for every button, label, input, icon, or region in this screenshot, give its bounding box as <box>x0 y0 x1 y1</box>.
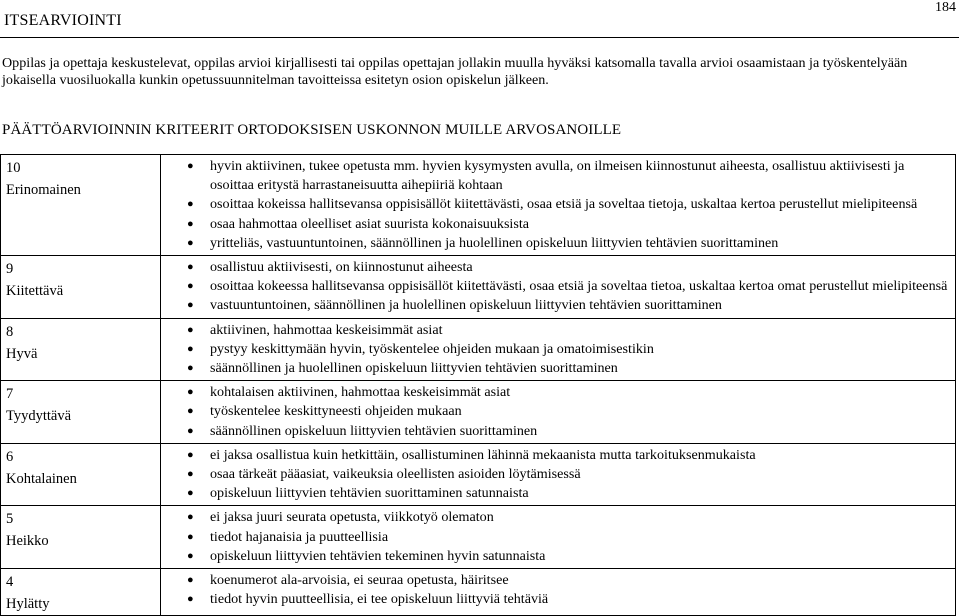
grade-criteria-cell <box>161 381 956 444</box>
grade-cell <box>1 256 161 319</box>
criteria-text: osoittaa kokeissa hallitsevansa oppisisällöt kiitettävästi, osaa etsiä ja soveltaa tietoja, uskaltaa kertoa perustellut mielipiteensä <box>210 196 918 213</box>
list-item <box>161 234 951 253</box>
criteria-list <box>161 571 951 609</box>
list-item <box>161 422 951 441</box>
list-item <box>161 157 951 195</box>
criteria-text: kohtalaisen aktiivinen, hahmottaa keskeisimmät asiat <box>210 384 511 401</box>
criteria-text: osallistuu aktiivisesti, on kiinnostunut aiheesta <box>210 259 473 276</box>
bullet-icon: ● <box>187 511 194 524</box>
bullet-icon: ● <box>187 280 194 293</box>
grade-criteria-cell <box>161 155 956 256</box>
list-item <box>161 402 951 421</box>
list-item <box>161 528 951 547</box>
criteria-text: tiedot hyvin puutteellisia, ei tee opiskeluun liittyviä tehtäviä <box>210 591 549 608</box>
bullet-icon: ● <box>187 323 194 336</box>
bullet-icon: ● <box>187 405 194 418</box>
grade-cell <box>1 318 161 381</box>
criteria-text: opiskeluun liittyvien tehtävien suorittaminen satunnaista <box>210 485 529 502</box>
grade-criteria-cell <box>161 256 956 319</box>
criteria-list <box>161 258 951 316</box>
grade-cell <box>1 155 161 256</box>
criteria-list <box>161 508 951 566</box>
bullet-icon: ● <box>187 236 194 249</box>
list-item <box>161 359 951 378</box>
bullet-icon: ● <box>187 342 194 355</box>
grade-name: Kohtalainen <box>6 470 77 487</box>
list-item <box>161 340 951 359</box>
grade-cell <box>1 506 161 569</box>
criteria-text: säännöllinen ja huolellinen opiskeluun liittyvien tehtävien suorittaminen <box>210 360 618 377</box>
list-item <box>161 590 951 609</box>
grade-name: Tyydyttävä <box>6 408 72 425</box>
grading-criteria-table <box>0 154 956 616</box>
bullet-icon: ● <box>187 574 194 587</box>
grade-number: 9 <box>6 261 14 278</box>
criteria-text: osaa tärkeät pääasiat, vaikeuksia oleellisten asioiden löytämisessä <box>210 466 581 483</box>
criteria-text: koenumerot ala-arvoisia, ei seuraa opetusta, häiritsee <box>210 572 509 589</box>
criteria-text: opiskeluun liittyvien tehtävien tekeminen hyvin satunnaista <box>210 547 546 564</box>
bullet-icon: ● <box>187 468 194 481</box>
criteria-text: aktiivinen, hahmottaa keskeisimmät asiat <box>210 321 443 338</box>
grade-row <box>1 256 956 319</box>
grade-row <box>1 506 956 569</box>
list-item <box>161 296 951 315</box>
list-item <box>161 215 951 234</box>
bullet-icon: ● <box>187 217 194 230</box>
grade-cell <box>1 569 161 616</box>
criteria-list <box>161 446 951 504</box>
grade-number: 8 <box>6 323 14 340</box>
list-item <box>161 508 951 527</box>
criteria-text: hyvin aktiivinen, tukee opetusta mm. hyvien kysymysten avulla, on ilmeisen kiinnostunut aiheesta, osallistuu aktiivisesti ja osoittaa eritystä harrastaneisuutta aihepiiriä kohtaan <box>210 158 905 194</box>
grade-criteria-cell <box>161 569 956 616</box>
criteria-text: osoittaa kokeessa hallitsevansa oppisisällöt kiitettävästi, osaa etsiä ja soveltaa tietoa, uskaltaa kertoa omat perustellut mielipiteensä <box>210 278 948 295</box>
grade-row <box>1 443 956 506</box>
criteria-text: ei jaksa osallistua kuin hetkittäin, osallistuminen lähinnä mekaanista mutta tarkoituksenmukaista <box>210 446 756 463</box>
grade-cell <box>1 443 161 506</box>
grade-number: 7 <box>6 386 14 403</box>
bullet-icon: ● <box>187 386 194 399</box>
criteria-text: säännöllinen opiskeluun liittyvien tehtävien suorittaminen <box>210 422 538 439</box>
grade-criteria-cell <box>161 506 956 569</box>
criteria-text: osaa hahmottaa oleelliset asiat suurista kokonaisuuksista <box>210 215 529 232</box>
criteria-text: vastuuntuntoinen, säännöllinen ja huolellinen opiskeluun liittyvien tehtävien suorittaminen <box>210 297 722 314</box>
grade-number: 10 <box>6 160 21 176</box>
list-item <box>161 383 951 402</box>
grade-row <box>1 318 956 381</box>
grade-cell <box>1 381 161 444</box>
list-item <box>161 484 951 503</box>
grade-name: Kiitettävä <box>6 283 64 300</box>
criteria-text: työskentelee keskittyneesti ohjeiden mukaan <box>210 403 462 420</box>
grade-name: Heikko <box>6 533 49 550</box>
list-item <box>161 195 951 214</box>
grade-criteria-cell <box>161 443 956 506</box>
criteria-list <box>161 321 951 379</box>
grade-name: Hylätty <box>6 596 50 613</box>
criteria-text: pystyy keskittymään hyvin, työskentelee ohjeiden mukaan ja omatoimisestikin <box>210 340 654 357</box>
criteria-list <box>161 383 951 441</box>
bullet-icon: ● <box>187 299 194 312</box>
bullet-icon: ● <box>187 593 194 606</box>
list-item <box>161 465 951 484</box>
criteria-text: yritteliäs, vastuuntuntoinen, säännöllinen ja huolellinen opiskeluun liittyvien tehtävien suorittaminen <box>210 234 779 251</box>
bullet-icon: ● <box>187 160 194 172</box>
bullet-icon: ● <box>187 549 194 562</box>
grade-criteria-cell <box>161 318 956 381</box>
grade-row <box>1 381 956 444</box>
section-title: ITSEARVIOINTI <box>4 12 122 29</box>
criteria-text: tiedot hajanaisia ja puutteellisia <box>210 528 389 545</box>
grade-name: Hyvä <box>6 345 38 362</box>
grade-number: 6 <box>6 448 14 465</box>
criteria-heading: PÄÄTTÖARVIOINNIN KRITEERIT ORTODOKSISEN USKONNON MUILLE ARVOSANOILLE <box>2 122 622 138</box>
bullet-icon: ● <box>187 362 194 375</box>
list-item <box>161 277 951 296</box>
bullet-icon: ● <box>187 424 194 437</box>
bullet-icon: ● <box>187 487 194 500</box>
grade-row <box>1 155 956 256</box>
list-item <box>161 258 951 277</box>
page-number: 184 <box>935 0 956 15</box>
grade-number: 4 <box>6 574 14 591</box>
criteria-list <box>161 157 951 253</box>
bullet-icon: ● <box>187 198 194 211</box>
grade-number: 5 <box>6 511 14 528</box>
list-item <box>161 547 951 566</box>
list-item <box>161 321 951 340</box>
grade-row <box>1 569 956 616</box>
criteria-text: ei jaksa juuri seurata opetusta, viikkotyö olematon <box>210 509 494 526</box>
bullet-icon: ● <box>187 261 194 274</box>
bullet-icon: ● <box>187 530 194 543</box>
header-rule <box>0 0 959 38</box>
grade-name: Erinomainen <box>6 182 81 198</box>
list-item <box>161 571 951 590</box>
bullet-icon: ● <box>187 448 194 461</box>
list-item <box>161 446 951 465</box>
intro-paragraph: Oppilas ja opettaja keskustelevat, oppilas arvioi kirjallisesti tai oppilas opettajan jollakin muulla hyväksi katsomalla tavalla arvioi osaamistaan ja työskentelyään jokaisella vuosiluokalla kunkin opetussuunnitelman tavoitteissa esitetyn osion opiskelun jälkeen. <box>2 55 908 88</box>
